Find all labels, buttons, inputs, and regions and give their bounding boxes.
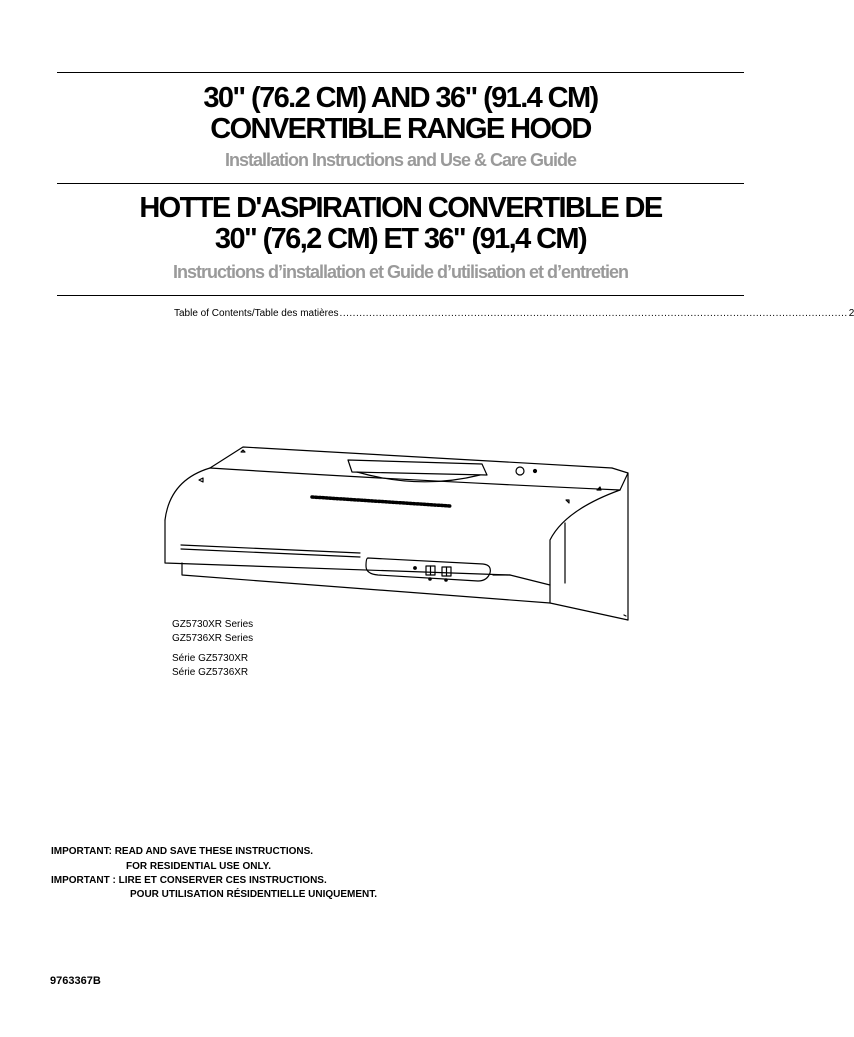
toc-page-number: 2 (848, 308, 854, 319)
middle-divider (57, 183, 744, 184)
bottom-divider (57, 295, 744, 296)
document-number: 9763367B (50, 975, 101, 987)
french-title-line-1: HOTTE D'ASPIRATION CONVERTIBLE DE (139, 192, 662, 224)
important-notice-fr-1: IMPORTANT : LIRE ET CONSERVER CES INSTRUCTIONS. (51, 875, 327, 886)
series-label-en-2: GZ5736XR Series (172, 633, 254, 644)
series-label-en-1: GZ5730XR Series (172, 619, 254, 630)
french-title-line-2: 30" (76,2 CM) ET 36" (91,4 CM) (214, 223, 587, 255)
important-notice-fr-2: POUR UTILISATION RÉSIDENTIELLE UNIQUEMENT. (130, 889, 378, 900)
top-divider (57, 72, 744, 73)
toc-label: Table of Contents/Table des matières (174, 308, 339, 319)
toc-dot-leader: ........................................................................................................................................................... (339, 308, 848, 319)
english-title (57, 83, 744, 145)
series-label-fr-2: Série GZ5736XR (172, 667, 249, 678)
range-hood-illustration-icon (150, 435, 640, 625)
french-subtitle: Instructions d’installation et Guide d’utilisation et d’entretien (172, 262, 629, 282)
english-title-line-2: CONVERTIBLE RANGE HOOD (210, 113, 591, 145)
series-label-fr-1: Série GZ5730XR (172, 653, 249, 664)
english-title-line-1: 30" (76.2 CM) AND 36" (91.4 CM) (203, 82, 598, 114)
english-subtitle: Installation Instructions and Use & Care Guide (224, 150, 577, 170)
important-notice-en-1: IMPORTANT: READ AND SAVE THESE INSTRUCTIONS. (51, 846, 314, 857)
french-title (57, 193, 744, 255)
important-notice-en-2: FOR RESIDENTIAL USE ONLY. (126, 861, 272, 872)
table-of-contents-entry[interactable] (174, 307, 854, 320)
